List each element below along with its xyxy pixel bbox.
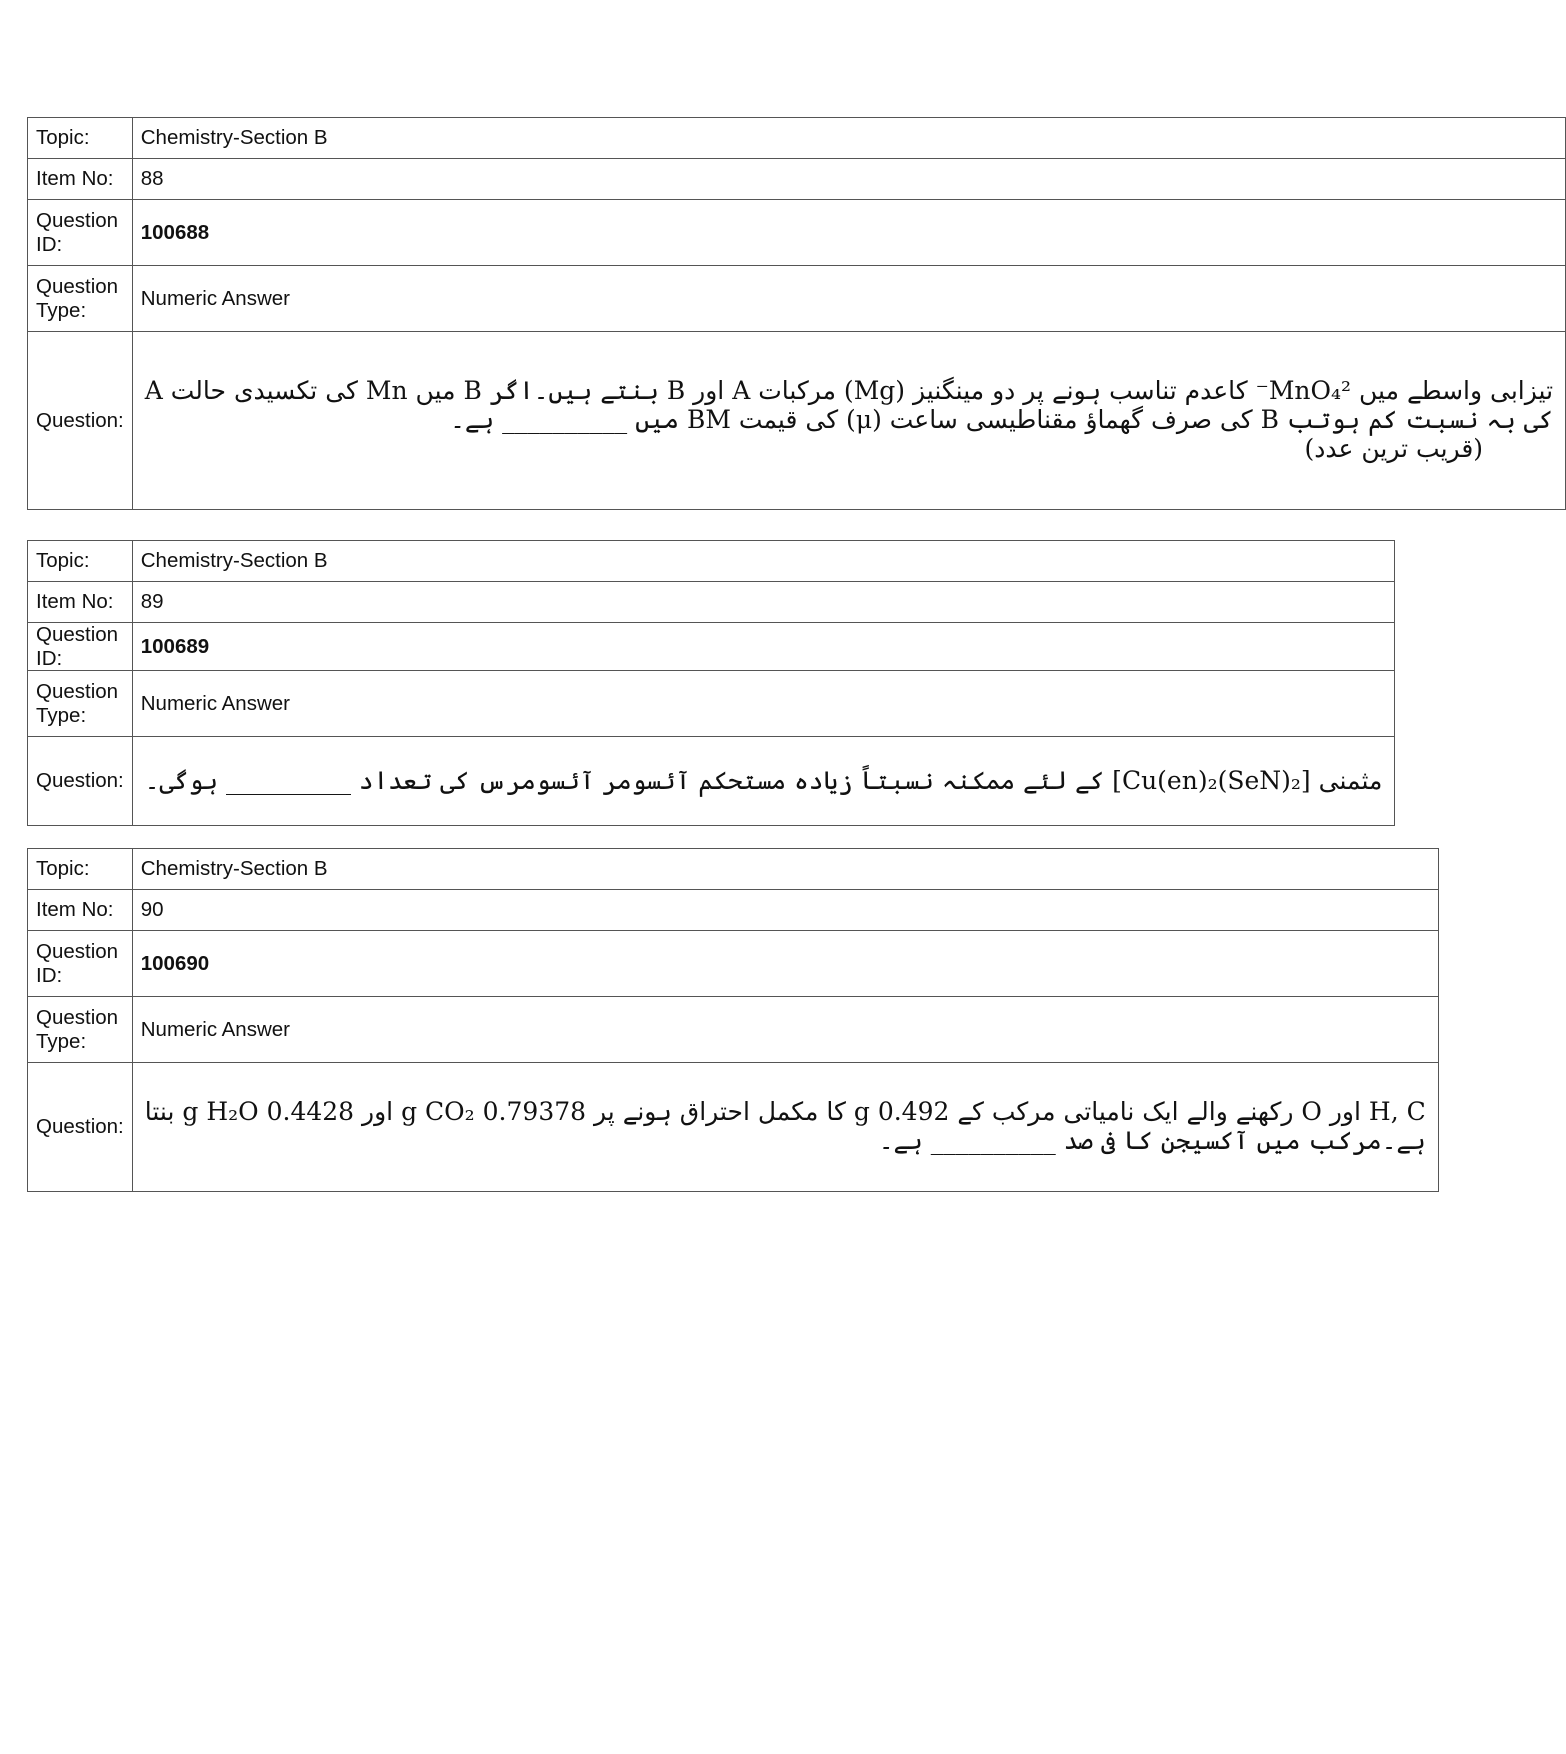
topic-value: Chemistry-Section B: [132, 541, 1395, 582]
question-type-label: Question Type:: [28, 997, 133, 1063]
topic-value: Chemistry-Section B: [132, 118, 1565, 159]
item-no-label: Item No:: [28, 890, 133, 931]
question-line: تیزابی واسطے میں MnO₄²⁻ کاعدم تناسب ہونے پر دو مینگنیز (Mg) مرکبات A اور B بنتے ہیں۔اگر B میں Mn کی تکسیدی حالت A: [144, 376, 1554, 406]
item-no-value: 88: [132, 159, 1565, 200]
question-line: مثمنی [Cu(en)₂(SeN)₂] کے لئے ممکنہ نسبتاً زیادہ مستحکم آئسومر آئسومرس کی تعداد __________ ہوگی۔: [144, 765, 1383, 795]
topic-row: [28, 118, 1566, 159]
question-line: ہے۔مرکب میں آکسیجن کا فی صد __________ ہے۔: [878, 1126, 1426, 1155]
topic-label: Topic:: [28, 541, 133, 582]
question-line: (قریب ترین عدد): [1304, 433, 1484, 463]
question-type-value: Numeric Answer: [132, 266, 1565, 332]
topic-label: Topic:: [28, 849, 133, 890]
item-no-value: 89: [132, 582, 1395, 623]
question-text: [132, 1063, 1438, 1192]
question-id-label: Question ID:: [28, 623, 133, 671]
question-type-row: [28, 997, 1439, 1063]
question-type-label: Question Type:: [28, 671, 133, 737]
question-id-label: Question ID:: [28, 200, 133, 266]
topic-value: Chemistry-Section B: [132, 849, 1438, 890]
item-no-row: [28, 159, 1566, 200]
question-text: [132, 737, 1395, 826]
item-no-value: 90: [132, 890, 1438, 931]
question-type-value: Numeric Answer: [132, 671, 1395, 737]
item-no-row: [28, 582, 1395, 623]
question-table-89: [27, 540, 1395, 826]
item-no-label: Item No:: [28, 582, 133, 623]
question-label: Question:: [28, 1063, 133, 1192]
question-id-row: [28, 931, 1439, 997]
question-row: [28, 332, 1566, 510]
question-row: [28, 1063, 1439, 1192]
item-no-label: Item No:: [28, 159, 133, 200]
topic-row: [28, 849, 1439, 890]
question-id-value: 100690: [132, 931, 1438, 997]
topic-row: [28, 541, 1395, 582]
question-id-value: 100688: [132, 200, 1565, 266]
question-line: H, C اور O رکھنے والے ایک نامیاتی مرکب کے 0.492 g کا مکمل احتراق ہونے پر 0.79378 g CO₂ اور 0.4428 g H₂O بنتا: [144, 1097, 1426, 1127]
question-text: [132, 332, 1565, 510]
question-line: کی بہ نسبت کم ہوتب B کی صرف گھماؤ مقناطیسی ساعت (μ) کی قیمت BM میں __________ ہے۔: [450, 405, 1554, 435]
question-label: Question:: [28, 737, 133, 826]
question-id-row: [28, 200, 1566, 266]
question-type-value: Numeric Answer: [132, 997, 1438, 1063]
question-label: Question:: [28, 332, 133, 510]
question-id-row: [28, 623, 1395, 671]
question-type-row: [28, 671, 1395, 737]
question-type-row: [28, 266, 1566, 332]
topic-label: Topic:: [28, 118, 133, 159]
item-no-row: [28, 890, 1439, 931]
question-type-label: Question Type:: [28, 266, 133, 332]
question-row: [28, 737, 1395, 826]
question-id-value: 100689: [132, 623, 1395, 671]
question-table-90: [27, 848, 1439, 1192]
question-table-88: [27, 117, 1566, 510]
question-id-label: Question ID:: [28, 931, 133, 997]
